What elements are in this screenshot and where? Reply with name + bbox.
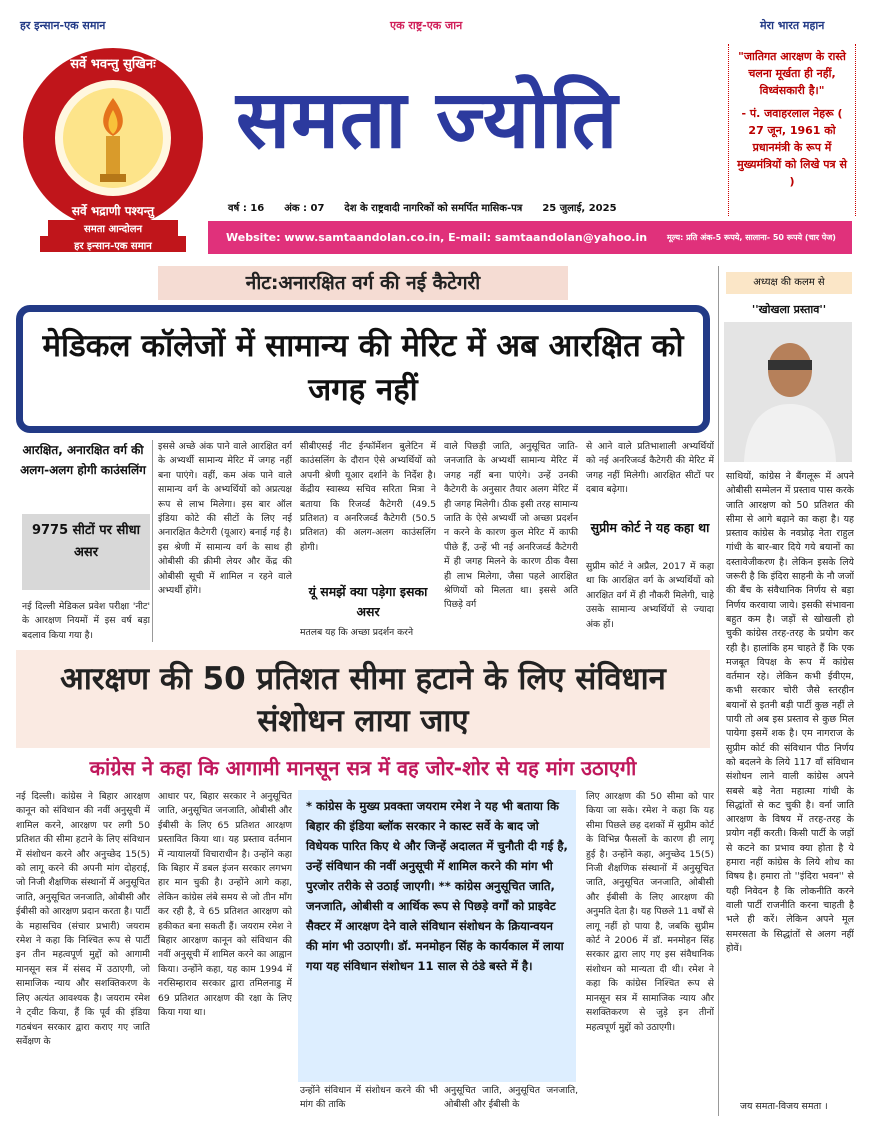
quote-author: - पं. जवाहरलाल नेहरू ( 27 जून, 1961 को प्रधानमंत्री के रूप में मुख्यमंत्रियों को लिखे पत्र से ) <box>737 107 847 188</box>
lead-side-head: आरक्षित, अनारक्षित वर्ग की अलग-अलग होगी काउंसलिंग <box>20 443 146 477</box>
issue: अंक : 07 <box>284 203 325 214</box>
divider <box>718 266 719 1116</box>
editorial-head: अध्यक्ष की कलम से <box>726 272 852 294</box>
logo-ring-bottom: सर्वे भद्राणी पश्यन्तु <box>71 204 155 218</box>
price-text: मूल्य: प्रति अंक-5 रूपये, सालाना- 50 रूपये (चार पेज) <box>667 233 836 242</box>
logo-ribbon-1: समता आन्दोलन <box>83 224 143 235</box>
second-col-3-end: उन्होंने संविधान में संशोधन करने की भी मांग की ताकि <box>300 1085 438 1111</box>
editorial-sign: जय समता-विजय समता । <box>740 1101 828 1112</box>
second-headline: आरक्षण की 50 प्रतिशत सीमा हटाने के लिए संविधान संशोधन लाया जाए <box>16 650 710 748</box>
logo-ring-top: सर्वे भवन्तु सुखिनः <box>70 57 156 72</box>
lead-col-1: नई दिल्ली मेडिकल प्रवेश परीक्षा 'नीट' के आरक्षण नियमों में इस वर्ष बड़ा बदलाव किया गया है। <box>22 601 150 641</box>
second-subhead: कांग्रेस ने कहा कि आगामी मानसून सत्र में वह जोर-शोर से यह मांग उठाएगी <box>89 756 637 780</box>
second-col-4-bottom: अनुसूचित जाति, अनुसूचित जनजाति, ओबीसी और ईबीसी के <box>444 1085 578 1111</box>
website-bar <box>208 221 852 254</box>
author-photo <box>724 322 852 462</box>
quote-text: "जातिगत आरक्षण के रास्ते चलना मूर्खता ही नहीं, विध्वंसकारी है।" <box>738 50 846 97</box>
year: वर्ष : 16 <box>228 203 265 214</box>
lead-col-5-subhead: सुप्रीम कोर्ट ने यह कहा था <box>590 520 710 535</box>
top-slogan-center: एक राष्ट्र-एक जान <box>390 19 463 32</box>
seats-badge: 9775 सीटों पर सीधा असर <box>22 514 150 590</box>
divider <box>152 440 153 642</box>
masthead-title: समता ज्योति <box>236 72 619 166</box>
second-col-1: नई दिल्ली। कांग्रेस ने बिहार आरक्षण कानून को संविधान की नवीं अनुसूची में शामिल करने, आरक्षण पर लगी 50 प्रतिशत की सीमा हटाने के लिए संविधान में संशोधन करने और अनुच्छेद 15(5) को लागू करने की अपनी मांग दोहराई, जो निजी शैक्षणिक संस्थानों में अनुसूचित जाति, अनुसूचित जनजाति, ओबीसी और ईबीसी को आरक्षण प्रदान करता है। पार्टी के महासचिव (संचार प्रभारी) जयराम रमेश ने कहा कि निश्चित रूप से पार्टी इन तीन महत्वपूर्ण मुद्दों को आगामी मानसून सत्र में संसद में उठाएगी, जो सामाजिक न्याय और सशक्तिकरण के लिए अत्यंत आवश्यक है। जयराम रमेश ने ट्वीट किया, हैं कि पूर्व की इंडिया गठबंधन सरकार द्वारा कराए गए जाति सर्वेक्षण के <box>16 791 150 1047</box>
second-col-2: आधार पर, बिहार सरकार ने अनुसूचित जाति, अनुसूचित जनजाति, ओबीसी और ईबीसी के लिए 65 प्रतिशत आरक्षण प्रस्तावित किया था। यह प्रस्ताव वर्तमान में न्यायालयों विचाराधीन है। उन्होंने कहा कि बिहार में डबल इंजन सरकार लगभग हार मान चुकी है। उन्होंने आगे कहा, लेकिन कांग्रेस लंबे समय से जो तीन माँग कर रही है, वे 65 प्रतिशत आरक्षण को हकीकत बना सकती हैं। जयराम रमेश ने बिहार आरक्षण कानून को संविधान की नवीं अनुसूची में शामिल करने का आह्वान किया। उन्होंने कहा, यह काम 1994 में नरसिम्हाराव सरकार द्वारा तमिलनाडु में 69 प्रतिशत आरक्षण की रक्षा के लिए किया गया था। <box>158 791 292 1019</box>
lead-col-2: इससे अच्छे अंक पाने वाले आरक्षित वर्ग के अभ्यर्थी सामान्य मेरिट में जगह नहीं बना पाएंगे। वहीं, कम अंक पाने वाले सामान्य वर्ग के अभ्यर्थियों को अप्रत्यक्ष रूप से लाभ मिलेगा। इस बार ऑल इंडिया कोटे की सीटों के लिए नई अनारक्षित कैटेगरी (यूआर) बनाई गई है। इस श्रेणी में सामान्य वर्ग के साथ ही ओबीसी की क्रीमी लेयर और केंद्र की ओबीसी सूची में शामिल न रहने वाले अभ्यर्थी होंगे। <box>158 441 292 597</box>
lead-col-4: वाले पिछड़ी जाति, अनुसूचित जाति-जनजाति के अभ्यर्थी सामान्य मेरिट में जगह नहीं बना पाएंगे। उन्हें उनकी कैटेगरी के अनुसार तैयार अलग मेरिट में ही जगह मिलेगी। ठीक इसी तरह सामान्य जाति के ऐसे अभ्यर्थी जो अच्छा प्रदर्शन न करने के कारण कुल मेरिट में काफी पीछे हैं, उन्हें भी नई अनरिजर्व्ड कैटेगरी में ही जगह मिलने के कारण ठीक वैसा ही लाभ मिलेगा, जैसा पहले आरक्षित श्रेणियों को मिलता था। इससे अति पिछड़े वर्ग <box>444 441 578 611</box>
lead-kicker: नीट:अनारक्षित वर्ग की नई कैटेगरी <box>158 266 568 300</box>
editorial-text: साथियों, कांग्रेस ने बैंगलूरू में अपने ओबीसी सम्मेलन में प्रस्ताव पास करके जाति आरक्षण को 50 प्रतिशत की सीमा से आगे बढ़ाने का कहा है। यह प्रस्ताव कांग्रेस के नवप्रोढ़ नेता राहुल गांधी के बार-बार दिये गये बयानों का दस्तावेजीकरण है। लेकिन इसके लिये जरूरी है कि इंदिरा साहनी के नौ जजों की बैंच के संवैधानिक निर्णय से बड़ा निर्णय करवाया जाये। इसकी संभावना बहुत कम है। जड़ों से खोखली हो चुकी कांग्रेस तरह-तरह के प्रयोग कर रही है। हालांकि हम चाहते हैं कि एक मजबूत विपक्ष के रूप में कांग्रेस वर्तमान रहे। लेकिन कभी ईवीएम, कभी सरकार चोरी जैसे स्तरहीन बयानों से इतनी बड़ी पार्टी कुछ नहीं ले पायी तो अब इस प्रस्ताव से कुछ मिल पायेगा इसमें शक है। एम नागराज के सुप्रीम कोर्ट की संविधान पीठ निर्णय को बदलने के लिये 117 वाँ संविधान संशोधन लाने वाली कांग्रेस अपने सबसे बड़े नेता महात्मा गांधी के सिद्धांतों से कट चुकी है। वर्ना जाति आरक्षण के विषय में तरह-तरह के प्रयोग नहीं करती। किसी पार्टी के जड़ों से कटने का प्रभाव क्या होता है ये हमारा नहीं कांग्रेस के लिये शोध का विषय है। हमारा तो ''इंदिरा भवन'' से यही निवेदन है कि लोकनीति करने वाली पार्टी राजनीति करना चाहती है भले ही करें। लेकिन अपने मूल समरसता के सिद्धांतों से अलग नहीं होवें। <box>726 471 854 954</box>
tagline: देश के राष्ट्रवादी नागरिकों को समर्पित मासिक-पत्र <box>344 203 523 214</box>
top-slogan-right: मेरा भारत महान <box>760 19 825 32</box>
masthead-meta <box>228 200 712 214</box>
lead-col-3-subhead: यूं समझें क्या पड़ेगा इसका असर <box>308 584 428 619</box>
lead-col-5-end: सुप्रीम कोर्ट ने अप्रैल, 2017 में कहा था कि आरक्षित वर्ग के अभ्यर्थियों को आरक्षित वर्ग में ही नौकरी मिलेगी, चाहे उसके सामान्य अभ्यर्थियों से ज्यादा अंक हों। <box>586 561 714 630</box>
lead-headline: मेडिकल कॉलेजों में सामान्य की मेरिट में अब आरक्षित को जगह नहीं <box>16 305 710 433</box>
highlight-box: * कांग्रेस के मुख्य प्रवक्ता जयराम रमेश ने यह भी बताया कि बिहार की इंडिया ब्लॉक सरकार ने कास्ट सर्वे के बाद जो विधेयक पारित किए थे और जिन्हें अदालत में चुनौती दी गई है, उन्हें संविधान की नवीं अनुसूची में शामिल करने की मांग भी पुरजोर तरीके से उठाई जाएगी। ** कांग्रेस अनुसूचित जाति, जनजाति, ओबीसी व आर्थिक रूप से पिछड़े वर्गों को प्राइवेट सैक्टर में आरक्षण देने वाले संविधान संशोधन के क्रियान्वयन की मांग भी उठाएगी। डॉ. मनमोहन सिंह के कार्यकाल में लाया गया यह संविधान संशोधन 11 साल से ठंडे बस्ते में है। <box>298 790 576 1082</box>
lead-col-5: से आने वाले प्रतिभाशाली अभ्यर्थियों को नई अनरिजर्व्ड कैटेगरी की मेरिट में जगह नहीं मिलेगी। आरक्षित सीटों पर दबाव बढ़ेगा। <box>586 441 714 496</box>
logo <box>18 46 208 256</box>
nehru-quote <box>728 44 856 216</box>
logo-ribbon-2: हर इन्सान-एक समान <box>74 241 152 252</box>
editorial-title: ''खोखला प्रस्ताव'' <box>751 303 827 316</box>
lead-col-3: सीबीएसई नीट ईन्फॉर्मेशन बुलेटिन में काउंसलिंग के दौरान ऐसे अभ्यर्थियों को अपनी श्रेणी यूआर दर्शाने के निर्देश है। केंद्रीय स्वास्थ्य सचिव सरिता मित्रा ने बताया कि रिजर्व्ड कैटेगरी (49.5 प्रतिशत) व अनरिजर्व्ड कैटेगरी (50.5 प्रतिशत) की अलग-अलग काउंसलिंग होगी। <box>300 441 436 553</box>
top-slogan-left: हर इन्सान-एक समान <box>20 19 106 32</box>
lead-col-3-end: मतलब यह कि अच्छा प्रदर्शन करने <box>300 627 414 638</box>
website-text: Website: www.samtaandolan.co.in, E-mail: samtaandolan@yahoo.in <box>226 231 648 244</box>
second-col-4: लिए आरक्षण की 50 सीमा को पार किया जा सके। रमेश ने कहा कि यह सीमा पिछले छह दशकों में सुप्रीम कोर्ट के विभिन्न फैसलों के कारण ही लागू हुई है। उन्होंने कहा, अनुच्छेद 15(5) निजी शैक्षणिक संस्थानों में अनुसूचित जाति, अनुसूचित जनजाति, ओबीसी और ईबीसी के लिए आरक्षण की अनुमति देता है। यह पिछले 11 वर्षों से लागू नहीं हो पाया है, जबकि सुप्रीम कोर्ट ने 2006 में डॉ. मनमोहन सिंह सरकार द्वारा लाए गए इस संवैधानिक संशोधन को मान्यता दी थी। रमेश ने कहा कि कांग्रेस निश्चित रूप से मानसून सत्र में सामाजिक न्याय और सशक्तिकरण से जुड़े इन तीनों महत्वपूर्ण मुद्दों को उठाएगी। <box>586 791 714 1033</box>
date: 25 जुलाई, 2025 <box>542 203 617 214</box>
